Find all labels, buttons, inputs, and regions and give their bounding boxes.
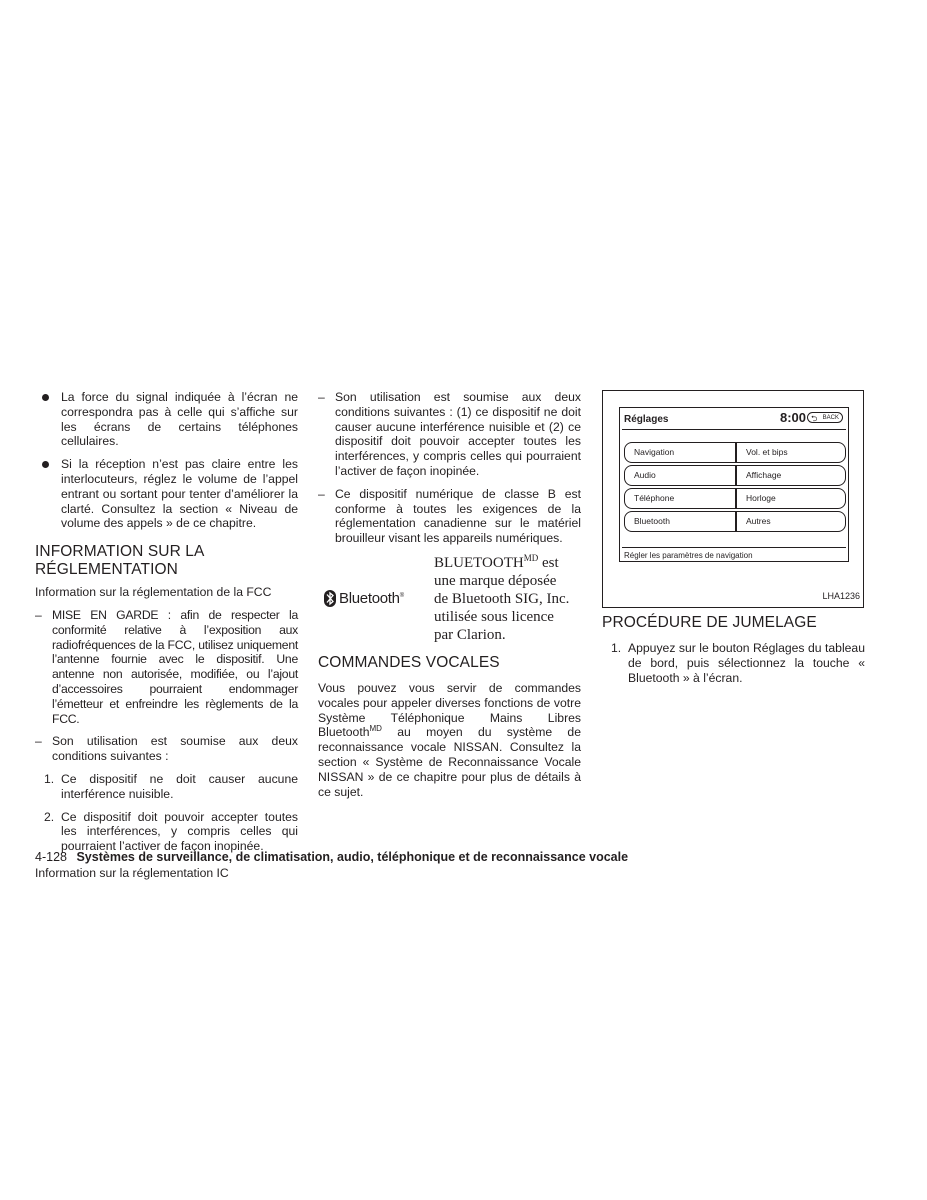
fcc-conditions-text: Son utilisation est soumise aux deux conditions suivantes : [52,734,298,764]
regulation-heading [35,543,298,579]
back-button-label: BACK [822,415,839,421]
dash-item [35,608,298,726]
page-footer [35,850,628,864]
voice-text-part2: au moyen du système de reconnaissance vocale NISSAN. Consultez la section « Système de Reconnaissance Vocale NISSAN » de ce chapitre pour plus de détails à ce sujet. [318,725,581,799]
pairing-heading: PROCÉDURE DE JUMELAGE [602,614,817,631]
bullet-dot-icon [42,461,49,468]
numbered-item [602,641,865,685]
settings-screen [619,407,849,562]
screen-divider [622,429,846,430]
chapter-title: Systèmes de surveillance, de climatisation, audio, téléphonique et de reconnaissance vocale [76,850,629,864]
condition-2-text: Ce dispositif doit pouvoir accepter toutes les interférences, y compris celles qui pourraient l’activer de façon inopinée. [61,809,298,854]
menu-button-navigation[interactable]: Navigation [624,442,736,463]
bluetooth-trademark-block [318,554,581,644]
menu-button-audio[interactable]: Audio [624,465,736,486]
figure-code: LHA1236 [822,591,860,602]
menu-button-telephone[interactable]: Téléphone [624,488,736,509]
right-column [602,390,865,693]
dash-marker: – [35,734,42,749]
page-number: 4-128 [35,850,67,864]
ic-conditions-text: Son utilisation est soumise aux deux conditions suivantes : (1) ce dispositif ne doit causer aucune interférence nuisible et (2) ce dispositif doit pouvoir accepter toutes les interférences, y compris celles qui pourraient l’activer de façon inopinée. [335,390,581,478]
bluetooth-trademark-word: BLUETOOTH [434,554,524,571]
voice-text-sup: MD [369,724,382,734]
menu-button-others[interactable]: Autres [736,511,846,532]
class-b-text: Ce dispositif numérique de classe B est conforme à toutes les exigences de la réglementation canadienne sur le matériel brouilleur visant les appareils numériques. [335,486,581,546]
voice-commands-heading: COMMANDES VOCALES [318,653,500,671]
bullet-item [35,390,298,449]
bluetooth-logo [318,590,434,607]
voice-text-part1: Vous pouvez vous servir de commandes vocales pour appeler diverses fonctions de votre Système Téléphonique Mains Libres Bluetooth [318,680,581,740]
menu-button-clock[interactable]: Horloge [736,488,846,509]
bluetooth-trademark-rest: est une marque déposée de Bluetooth SIG, Inc. utilisée sous licence par Clarion. [434,554,570,643]
bluetooth-trademark-sup: MD [523,552,539,563]
back-arrow-icon: ⮌ [811,414,818,423]
item-number: 1. [44,771,55,786]
pairing-step-1: Appuyez sur le bouton Réglages du tableau de bord, puis sélectionnez la touche « Bluetooth » à l’écran. [628,641,865,685]
regulation-heading-line1: INFORMATION SUR LA [35,543,205,561]
bluetooth-trademark-text [434,554,574,644]
menu-button-bluetooth[interactable]: Bluetooth [624,511,736,532]
bluetooth-logo-word: Bluetooth [339,589,400,607]
dash-item [318,390,581,479]
item-number: 1. [611,641,622,655]
bullet-text: Si la réception n’est pas claire entre les interlocuteurs, réglez le volume de l’appel entrant ou sortant pour tenter d’améliorer la clarté. Consultez la section « Niveau de volume des appels » de ce chapitre. [61,457,298,531]
screen-clock: 8:00 [780,410,807,425]
bullet-text: La force du signal indiquée à l’écran ne correspondra pas à celle qui s’affiche sur les écrans de certains téléphones cellulaires. [61,390,298,449]
voice-commands-text [318,681,581,799]
item-number: 2. [44,809,55,824]
registered-mark: ® [399,592,404,599]
menu-button-volume[interactable]: Vol. et bips [736,442,846,463]
dash-marker: – [35,607,42,622]
dash-item [318,487,581,546]
bullet-item [35,457,298,531]
screen-divider [622,547,846,548]
bullet-dot-icon [42,394,49,401]
fcc-intro: Information sur la réglementation de la FCC [35,585,272,600]
left-column [35,390,298,881]
screen-title: Réglages [624,414,669,425]
settings-screen-figure [602,390,864,608]
bluetooth-icon [324,590,336,607]
menu-button-display[interactable]: Affichage [736,465,846,486]
fcc-warning-text: MISE EN GARDE : afin de respecter la conformité relative à l’exposition aux radiofréquences de la FCC, utilisez uniquement l’antenne fournie avec le dispositif. Une antenne non autorisée, modifiée, ou l’ajout d’accessoires pourraient endommager l’émetteur et enfreindre les règlements de la FCC. [52,607,298,726]
numbered-item [35,810,298,854]
dash-marker: – [318,486,325,501]
numbered-item [35,772,298,802]
regulation-heading-line2: RÉGLEMENTATION [35,561,178,579]
back-button[interactable] [807,412,843,423]
dash-marker: – [318,390,325,404]
dash-item [35,734,298,764]
screen-hint: Régler les paramètres de navigation [624,551,753,560]
ic-intro: Information sur la réglementation IC [35,865,229,880]
middle-column [318,390,581,799]
condition-1-text: Ce dispositif ne doit causer aucune interférence nuisible. [61,771,298,801]
